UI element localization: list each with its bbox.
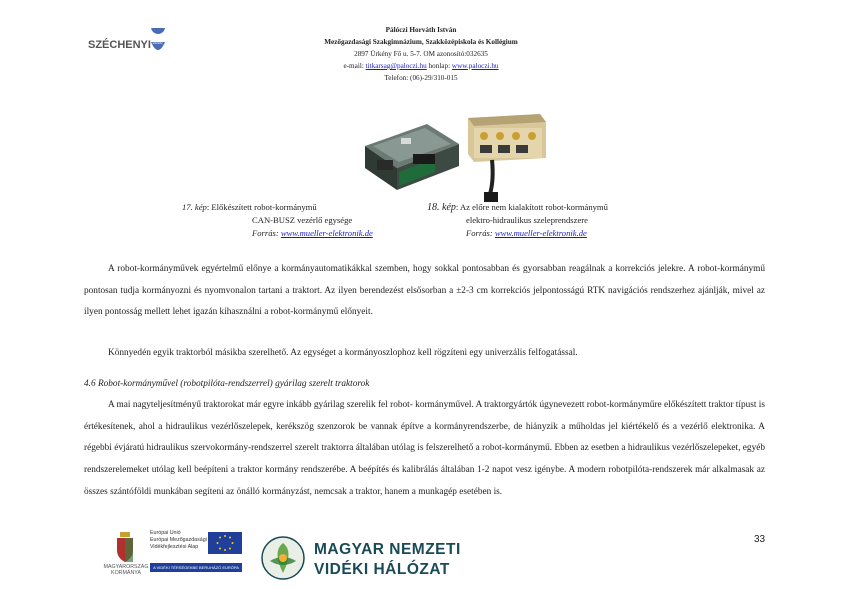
paragraph-factory-fitted-tractors: A mai nagyteljesítményű traktorokat már egyre inkább gyárilag szerelik fel robot- kormányművel. A traktorgyártók úgynevezett robot-kormányműre előkészített traktor típust is értékesítenek, ahol a hidraulikus vezérlőszelepek, kerékszög szenzorok be vannak építve a kormányrendszerbe, de hiányzik a műholdas jel kiértékelő és a vezérlő elektronika. A régebbi évjáratú hidraulikus szervokormány-rendszerrel szerelt traktorra általában utólag is felszerelhető a robot-kormánymű. Ebben az esetben a hidraulikus vezérlőszelepeket, egyéb rendszerelemeket utólag kell beépíteni a traktor kormány rendszerébe. A beépítés és kalibrálás általában 1-2 napot vesz igénybe. A modern robotpilóta-rendszerek már alkalmasak az összes szántóföldi munkában segíteni az önálló kormányzást, nemcsak a traktor, hanem a munkagép esetében is. bbox=[84, 400, 765, 497]
homepage-link[interactable]: www.paloczi.hu bbox=[451, 62, 499, 70]
hungarian-government-label: MAGYARORSZÁG KORMÁNYA bbox=[103, 564, 149, 576]
eu-slogan-bar: A VIDÉKI TÉRSÉGEKBE BERUHÁZÓ EURÓPA bbox=[150, 563, 242, 572]
phone-line: Telefon: (06)-29/310-015 bbox=[384, 74, 458, 82]
svg-text:SZÉCHENYI: SZÉCHENYI bbox=[88, 39, 151, 51]
paragraph-installation: Könnyedén egyik traktorból másikba szerelhető. Az egységet a kormányoszlophoz kell rögzíteni egy univerzális felfogatással. bbox=[108, 348, 578, 358]
figure-17-caption: 17. kép: Előkészített robot-kormánymű bbox=[182, 202, 317, 212]
paragraph-robot-steering-advantages: A robot-kormányművek egyértelmű előnye a kormányautomatikákkal szemben, hogy sokkal pontosabban és gyorsabban reagálnak a korrekciós jelekre. A robot-kormánymű pontosan tudja kormányozni és nyomvonalon tartani a traktort. Az ilyen berendezést elsősorban a ±2-3 cm korrekciós jelpontosságú RTK navigációs rendszerhez ajánlják, mivel az ilyen pontosság mellett lehet igazán kihasználni a robot-kormánymű előnyeit. bbox=[84, 264, 765, 318]
figure-18-caption-line2: elektro-hidraulikus szeleprendszere bbox=[466, 215, 588, 225]
email-link[interactable]: titkarsag@paloczi.hu bbox=[365, 62, 427, 70]
mnvh-logo-icon bbox=[260, 535, 306, 581]
contact-line: e-mail: titkarsag@paloczi.hu honlap: www.paloczi.hu bbox=[343, 62, 499, 70]
figure-17-caption-line2: CAN-BUSZ vezérlő egysége bbox=[252, 215, 353, 225]
svg-text:2020: 2020 bbox=[152, 40, 163, 45]
figure-18-caption: 18. kép: Az előre nem kialakított robot-kormánymű bbox=[427, 202, 608, 213]
figure-17-source: Forrás: www.mueller-elektronik.de bbox=[252, 228, 373, 238]
electro-hydraulic-valve-system-image bbox=[462, 112, 550, 204]
eu-fund-text: Európai Unió Európai Mezőgazdasági Vidékfejlesztési Alap bbox=[150, 530, 207, 550]
section-heading-4-6: 4.6 Robot-kormányművel (robotpilóta-rendszerrel) gyárilag szerelt traktorok bbox=[84, 379, 370, 389]
robot-steering-can-bus-controller-image bbox=[355, 116, 463, 196]
figure-17-source-link[interactable]: www.mueller-elektronik.de bbox=[280, 228, 373, 238]
college-name: Mezőgazdasági Szakgimnázium, Szakközépiskola és Kollégium bbox=[324, 38, 518, 46]
school-name: Pálóczi Horváth István bbox=[385, 26, 457, 34]
eu-flag-icon bbox=[208, 532, 242, 554]
figure-18-source-link[interactable]: www.mueller-elektronik.de bbox=[494, 228, 587, 238]
school-address: 2897 Ürkény Fő u. 5-7. OM azonosító:032635 bbox=[354, 50, 488, 58]
figure-18-source: Forrás: www.mueller-elektronik.de bbox=[466, 228, 587, 238]
page-number: 33 bbox=[754, 534, 766, 545]
mnvh-title: MAGYAR NEMZETI VIDÉKI HÁLÓZAT bbox=[314, 541, 461, 578]
